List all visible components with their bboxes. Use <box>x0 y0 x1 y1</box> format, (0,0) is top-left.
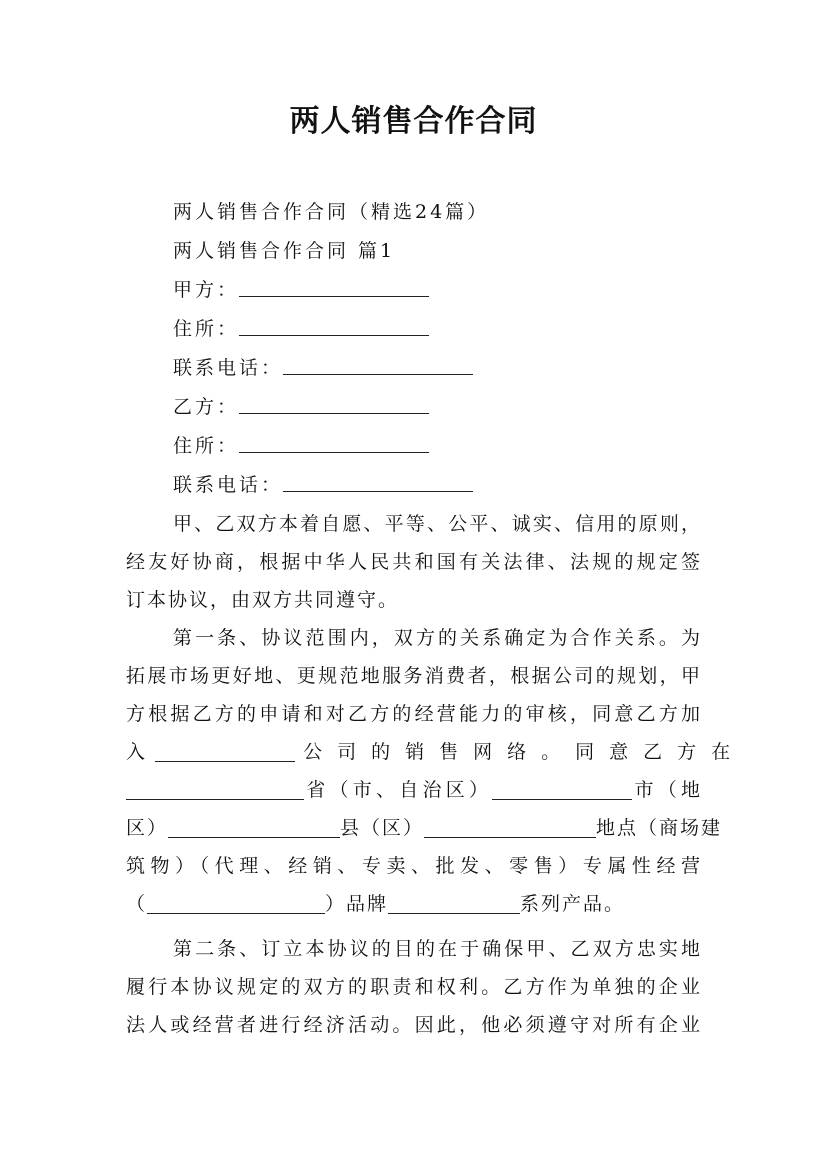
document-subtitle: 两人销售合作合同（精选24篇） <box>173 201 490 223</box>
paragraph-line: 甲、乙双方本着自愿、平等、公平、诚实、信用的原则， <box>173 513 702 535</box>
party-b-label: 乙方： <box>173 396 240 418</box>
paragraph-line <box>126 771 702 809</box>
party-b-phone-blank <box>283 471 473 492</box>
section-heading: 两人销售合作合同 篇1 <box>173 240 396 262</box>
line-text: 市（地 <box>632 779 702 801</box>
paragraph-line <box>126 809 723 847</box>
paragraph-line: 法人或经营者进行经济活动。因此，他必须遵守对所有企业 <box>126 1014 702 1036</box>
party-a-phone-line <box>173 353 473 383</box>
paragraph-line <box>126 885 702 923</box>
business-blank <box>147 891 325 914</box>
line-text: 省（市、自治区） <box>304 779 493 801</box>
party-a-phone-label: 联系电话： <box>173 357 284 379</box>
party-b-phone-line <box>173 470 473 500</box>
line-text: 地点（商场建 <box>596 817 723 839</box>
line-text: 公司的销售网络。同意乙方在 <box>303 741 746 763</box>
line-text: 县（区） <box>340 817 425 839</box>
paragraph-article-1 <box>126 619 746 923</box>
paragraph-line: 订本协议，由双方共同遵守。 <box>126 589 400 611</box>
line-text: （ <box>126 893 148 915</box>
county-blank <box>424 815 596 838</box>
paragraph-line: 履行本协议规定的双方的职责和权利。乙方作为单独的企业 <box>126 976 702 998</box>
party-a-blank <box>239 276 429 297</box>
paragraph-line: 拓展市场更好地、更规范地服务消费者，根据公司的规划，甲 <box>126 665 702 687</box>
party-a-label: 甲方： <box>173 279 240 301</box>
paragraph-line: 第一条、协议范围内，双方的关系确定为合作关系。为 <box>173 627 702 649</box>
party-a-phone-blank <box>283 354 473 375</box>
paragraph-principles <box>126 505 702 619</box>
party-a-address-blank <box>239 315 429 336</box>
district-blank <box>168 815 340 838</box>
paragraph-line: 经友好协商，根据中华人民共和国有关法律、法规的规定签 <box>126 551 702 573</box>
party-b-address-label: 住所： <box>173 435 240 457</box>
paragraph-line <box>126 733 746 771</box>
province-blank <box>126 777 304 800</box>
party-a-address-line <box>173 314 429 344</box>
paragraph-line: 第二条、订立本协议的目的在于确保甲、乙双方忠实地 <box>173 938 702 960</box>
line-text: 入 <box>126 741 148 763</box>
paragraph-line: 筑物）（代理、经销、专卖、批发、零售）专属性经营 <box>126 855 702 877</box>
party-a-line <box>173 275 429 305</box>
party-b-line <box>173 392 429 422</box>
line-text: 系列产品。 <box>520 893 626 915</box>
line-text: 区） <box>126 817 169 839</box>
party-a-address-label: 住所： <box>173 318 240 340</box>
company-name-blank <box>155 739 295 762</box>
paragraph-line: 方根据乙方的申请和对乙方的经营能力的审核，同意乙方加 <box>126 703 702 725</box>
paragraph-article-2 <box>126 930 702 1044</box>
party-b-phone-label: 联系电话： <box>173 474 284 496</box>
brand-blank <box>388 891 520 914</box>
city-blank <box>492 777 632 800</box>
line-text: ）品牌 <box>325 893 389 915</box>
party-b-address-line <box>173 431 429 461</box>
party-b-address-blank <box>239 432 429 453</box>
party-b-blank <box>239 393 429 414</box>
document-title: 两人销售合作合同 <box>289 104 538 139</box>
